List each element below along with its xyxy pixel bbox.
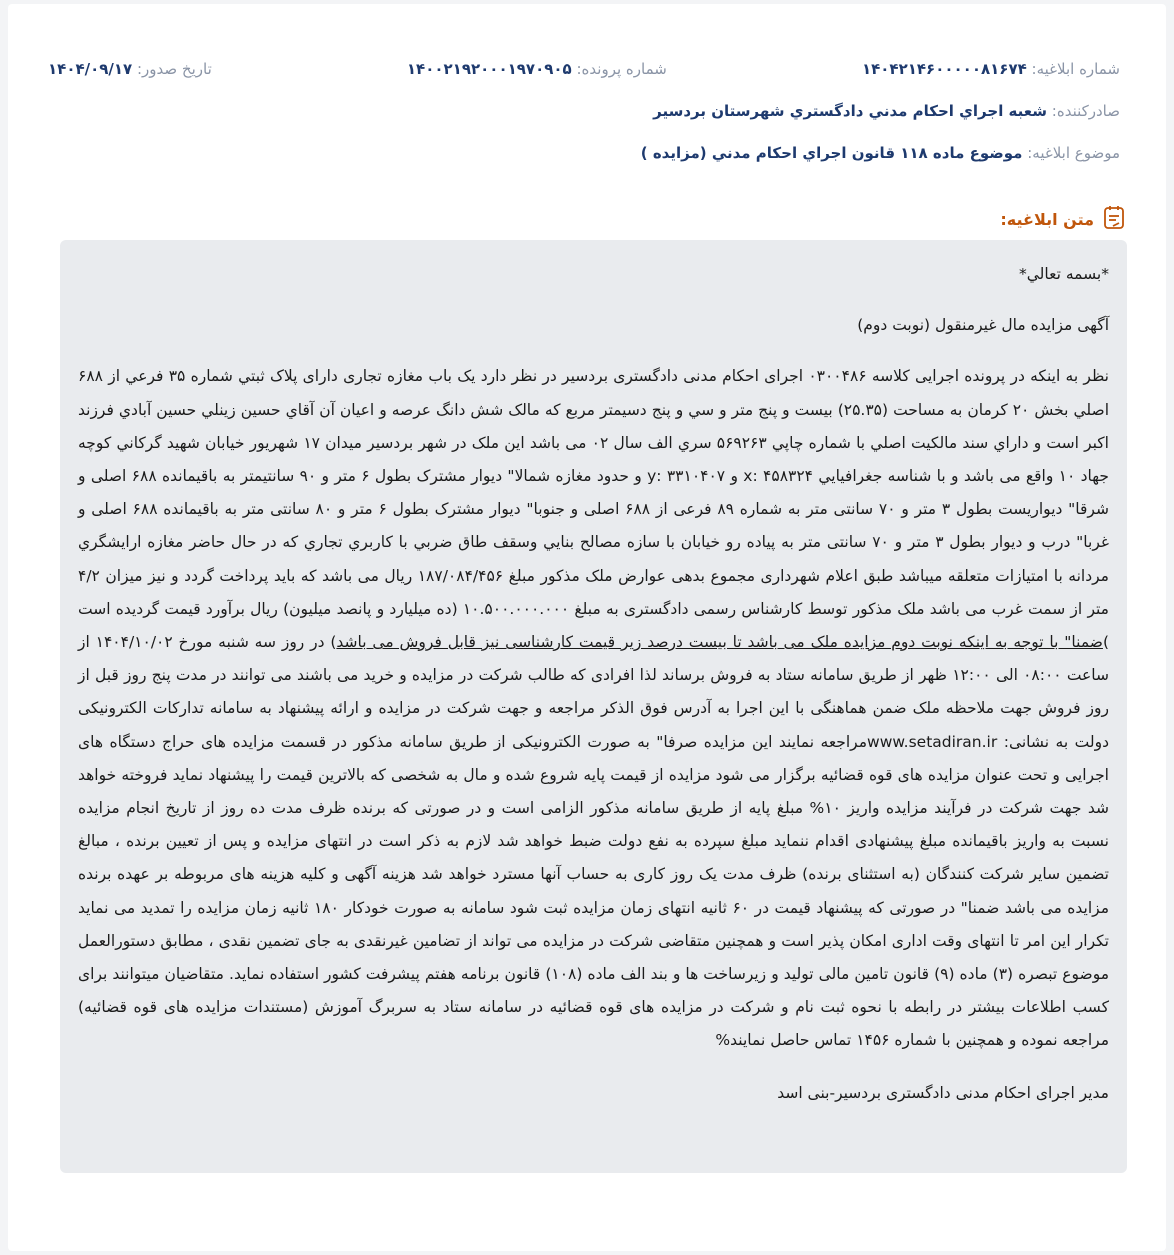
issuer-value: شعبه اجراي احکام مدني دادگستري شهرستان بردسير xyxy=(653,102,1047,120)
signature: مدير اجرای احکام مدنی دادگستری بردسير-بنی اسد xyxy=(777,1083,1109,1102)
notepad-icon xyxy=(1102,204,1126,234)
case-number-label: شماره پرونده: xyxy=(576,60,667,78)
issue-date-label: تاریخ صدور: xyxy=(137,60,212,78)
subject xyxy=(48,144,1120,162)
section-title xyxy=(1000,204,1126,234)
issuer xyxy=(48,102,1120,120)
notice-body xyxy=(60,240,1127,1173)
subject-label: موضوع ابلاغیه: xyxy=(1027,144,1120,162)
notice-number-value: ۱۴۰۴۲۱۴۶۰۰۰۰۰۸۱۶۷۴ xyxy=(861,60,1027,78)
meta-row xyxy=(48,60,1120,78)
section-title-text: متن ابلاغیه: xyxy=(1000,209,1094,229)
notice-title: آگهی مزايده مال غيرمنقول (نوبت دوم) xyxy=(857,316,1109,335)
notice-number xyxy=(862,60,1120,78)
paragraph-underlined: ضمنا" با توجه به اینکه نوبت دوم مزایده ملک می باشد تا بیست درصد زیر قیمت کارشناسی نیز قابل فروش می باشد xyxy=(336,633,1103,652)
issuer-label: صادرکننده: xyxy=(1051,102,1120,120)
issue-date-value: ۱۴۰۴/۰۹/۱۷ xyxy=(48,60,133,78)
notice-paragraph xyxy=(78,360,1109,1057)
case-number-value: ۱۴۰۰۲۱۹۲۰۰۰۱۹۷۰۹۰۵ xyxy=(406,60,572,78)
notice-page xyxy=(8,4,1166,1251)
greeting: *بسمه تعالي* xyxy=(1019,265,1109,283)
paragraph-start: نظر به اینکه در پرونده اجرایی کلاسه ۰۳۰۰۴۸۶ اجرای احکام مدنی دادگستری بردسیر در نظر دارد یک باب مغازه تجاری دارای پلاک ثبتي شماره ۳۵ فرعي از ۶۸۸ اصلي بخش ۲۰ کرمان به مساحت (۲۵.۳۵) بيست و پنج متر و سي و پنج دسيمتر مربع که مالک شش دانگ عرصه و اعيان آن آقاي حسين زينلي حسين آبادي فرزند اکبر است و داراي سند مالکيت اصلي با شماره چاپي ۵۶۹۲۶۳ سري الف سال ۰۲ می باشد اين ملک در شهر بردسير ميدان ۱۷ شهريور خيابان شهيد گرکاني کوچه جهاد ۱۰ واقع می باشد و با شناسه جغرافيايي ۴۵۸۳۲۴ :x و ۳۳۱۰۴۰۷ :y و حدود مغازه شمالا" ديوار مشترک بطول ۶ متر و ۹۰ سانتيمتر به باقيمانده ۶۸۸ اصلی و شرقا" ديواريست بطول ۳ متر و ۷۰ سانتی متر به شماره ۸۹ فرعی از ۶۸۸ اصلی و جنوبا" ديوار مشترک بطول ۶ متر و ۸۰ سانتی متر به باقیمانده ۶۸۸ اصلی و غربا" درب و دیوار بطول ۳ متر و ۷۰ سانتی متر به پیاده رو خیابان با سازه مصالح بنايي وسقف طاق ضربي با کاربري تجاري که در حال حاضر مغازه ارايشگري مردانه با امتیازات متعلقه میباشد طبق اعلام شهرداری مجموع بدهی عوارض ملک مذکور مبلغ ۱۸۷/۰۸۴/۴۵۶ ریال می باشد که باید پرداخت گردد و نیز میزان ۴/۲ متر از سمت غرب می باشد ملک مذکور توسط کارشناس رسمی دادگستری به مبلغ ۱۰.۵۰۰.۰۰۰.۰۰۰ (ده میلیارد و پانصد میلیون) ریال برآورد قیمت گردیده است ) xyxy=(78,367,1110,652)
subject-value: موضوع ماده ۱۱۸ قانون اجراي احکام مدني (مزايده ) xyxy=(640,144,1023,162)
case-number xyxy=(407,60,667,78)
issue-date xyxy=(48,60,212,78)
paragraph-end: ) در روز سه شنبه مورخ ۱۴۰۴/۱۰/۰۲ از ساعت ۰۸:۰۰ الی ۱۲:۰۰ ظهر از طريق سامانه ستاد به فروش برساند لذا افرادی که طالب شرکت در مزايده و خريد می باشند می توانند در مدت پنج روز قبل از روز فروش جهت ملاحظه ملک ضمن هماهنگی با اين اجرا به آدرس فوق الذکر مراجعه و جهت شرکت در مزايده و ارائه پيشنهاد به سامانه تدارکات الکترونيکی دولت به نشانی: www.setadiran.irمراجعه نمايند اين مزايده صرفا" به صورت الکترونيکی از طريق سامانه مذکور در قسمت مزايده های حراج دستگاه های اجرايی و تحت عنوان مزايده های قوه قضائيه برگزار می شود مزايده از قيمت پايه شروع شده و مال به شخصی که بالاترين قيمت را پيشنهاد نمايد فروخته خواهد شد جهت شرکت در فرآيند مزايده واريز ۱۰% مبلغ پايه از طريق سامانه مذکور الزامی است و در صورتی که برنده ظرف مدت ده روز از تاريخ انجام مزايده نسبت به واريز باقيمانده مبلغ پيشنهادی اقدام ننمايد مبلغ سپرده به نفع دولت ضبط خواهد شد لازم به ذکر است در انتهای مزايده و پس از تعيين برنده ، مبالغ تضمين ساير شرکت کنندگان (به استثنای برنده) ظرف مدت يک روز کاری به حساب آنها مسترد خواهد شد هزينه آگهی و کليه هزينه های مربوطه بر عهده برنده مزايده می باشد ضمنا" در صورتی که پيشنهاد قيمت در ۶۰ ثانيه انتهای زمان مزايده ثبت شود سامانه به صورت خودکار ۱۸۰ ثانيه زمان مزايده را تمديد می نمايد تکرار اين امر تا انتهای وقت اداری امکان پذير است و همچنين متقاضی شرکت در مزايده می تواند از تضامين غيرنقدی به جای تضمين نقدی ، مطابق دستورالعمل موضوع تبصره (۳) ماده (۹) قانون تامين مالی توليد و زيرساخت ها و بند الف ماده (۱۰۸) قانون برنامه هفتم پيشرفت کشور استفاده نمايد. متقاضيان ميتوانند برای کسب اطلاعات بيشتر در رابطه با نحوه ثبت نام و شرکت در مزايده های قوه قضائيه در سامانه ستاد به سربرگ آموزش (مستندات مزايده های قوه قضائيه) مراجعه نموده و همچنين با شماره ۱۴۵۶ تماس حاصل نمايند% xyxy=(78,633,1110,1050)
notice-number-label: شماره ابلاغیه: xyxy=(1031,60,1120,78)
